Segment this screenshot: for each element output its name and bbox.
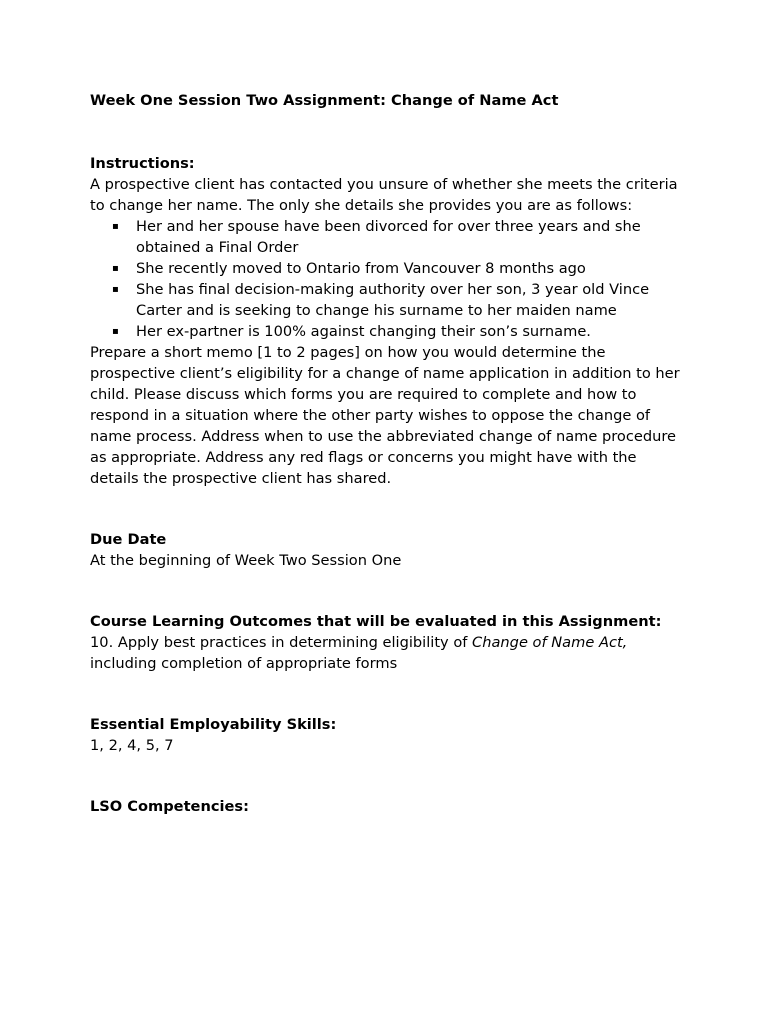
square-bullet-icon: ▪	[112, 221, 119, 232]
bullet-text: Her and her spouse have been divorced for over three years and she obtained a Final Order	[136, 218, 641, 256]
employability-heading: Essential Employability Skills:	[90, 716, 337, 733]
employability-skills-list: 1, 2, 4, 5, 7	[90, 737, 174, 754]
bullet-item	[90, 321, 680, 342]
instructions-bullet-list	[90, 216, 680, 342]
bullet-text: She recently moved to Ontario from Vancouver 8 months ago	[136, 260, 586, 277]
bullet-text: Her ex-partner is 100% against changing their son’s surname.	[136, 323, 591, 340]
learning-outcome-prefix: 10. Apply best practices in determining eligibility of	[90, 634, 473, 651]
square-bullet-icon: ▪	[112, 326, 119, 337]
document-title: Week One Session Two Assignment: Change of Name Act	[90, 92, 559, 109]
act-name: Change of Name Act,	[472, 634, 628, 651]
due-date-text: At the beginning of Week Two Session One	[90, 552, 402, 569]
bullet-item	[90, 279, 680, 321]
instructions-task: Prepare a short memo [1 to 2 pages] on how you would determine the prospective client’s eligibility for a change of name application in addition to her child. Please discuss which forms you are required to complete and how to respond in a situation where the other party wishes to oppose the change of name process. Address when to use the abbreviated change of name procedure as appropriate. Address any red flags or concerns you might have with the details the prospective client has shared.	[90, 344, 680, 487]
bullet-text: She has final decision-making authority over her son, 3 year old Vince Carter and is seeking to change his surname to her maiden name	[136, 281, 650, 319]
due-date-heading: Due Date	[90, 531, 167, 548]
square-bullet-icon: ▪	[112, 263, 119, 274]
document-page	[90, 90, 680, 817]
learning-outcome-suffix: including completion of appropriate forms	[90, 655, 398, 672]
bullet-item	[90, 216, 680, 258]
learning-outcomes-heading: Course Learning Outcomes that will be evaluated in this Assignment:	[90, 613, 662, 630]
bullet-item	[90, 258, 680, 279]
learning-outcome-item	[90, 632, 680, 674]
square-bullet-icon: ▪	[112, 284, 119, 295]
instructions-intro: A prospective client has contacted you unsure of whether she meets the criteria to change her name. The only she details she provides you are as follows:	[90, 176, 678, 214]
instructions-heading: Instructions:	[90, 155, 195, 172]
lso-competencies-heading: LSO Competencies:	[90, 798, 249, 815]
